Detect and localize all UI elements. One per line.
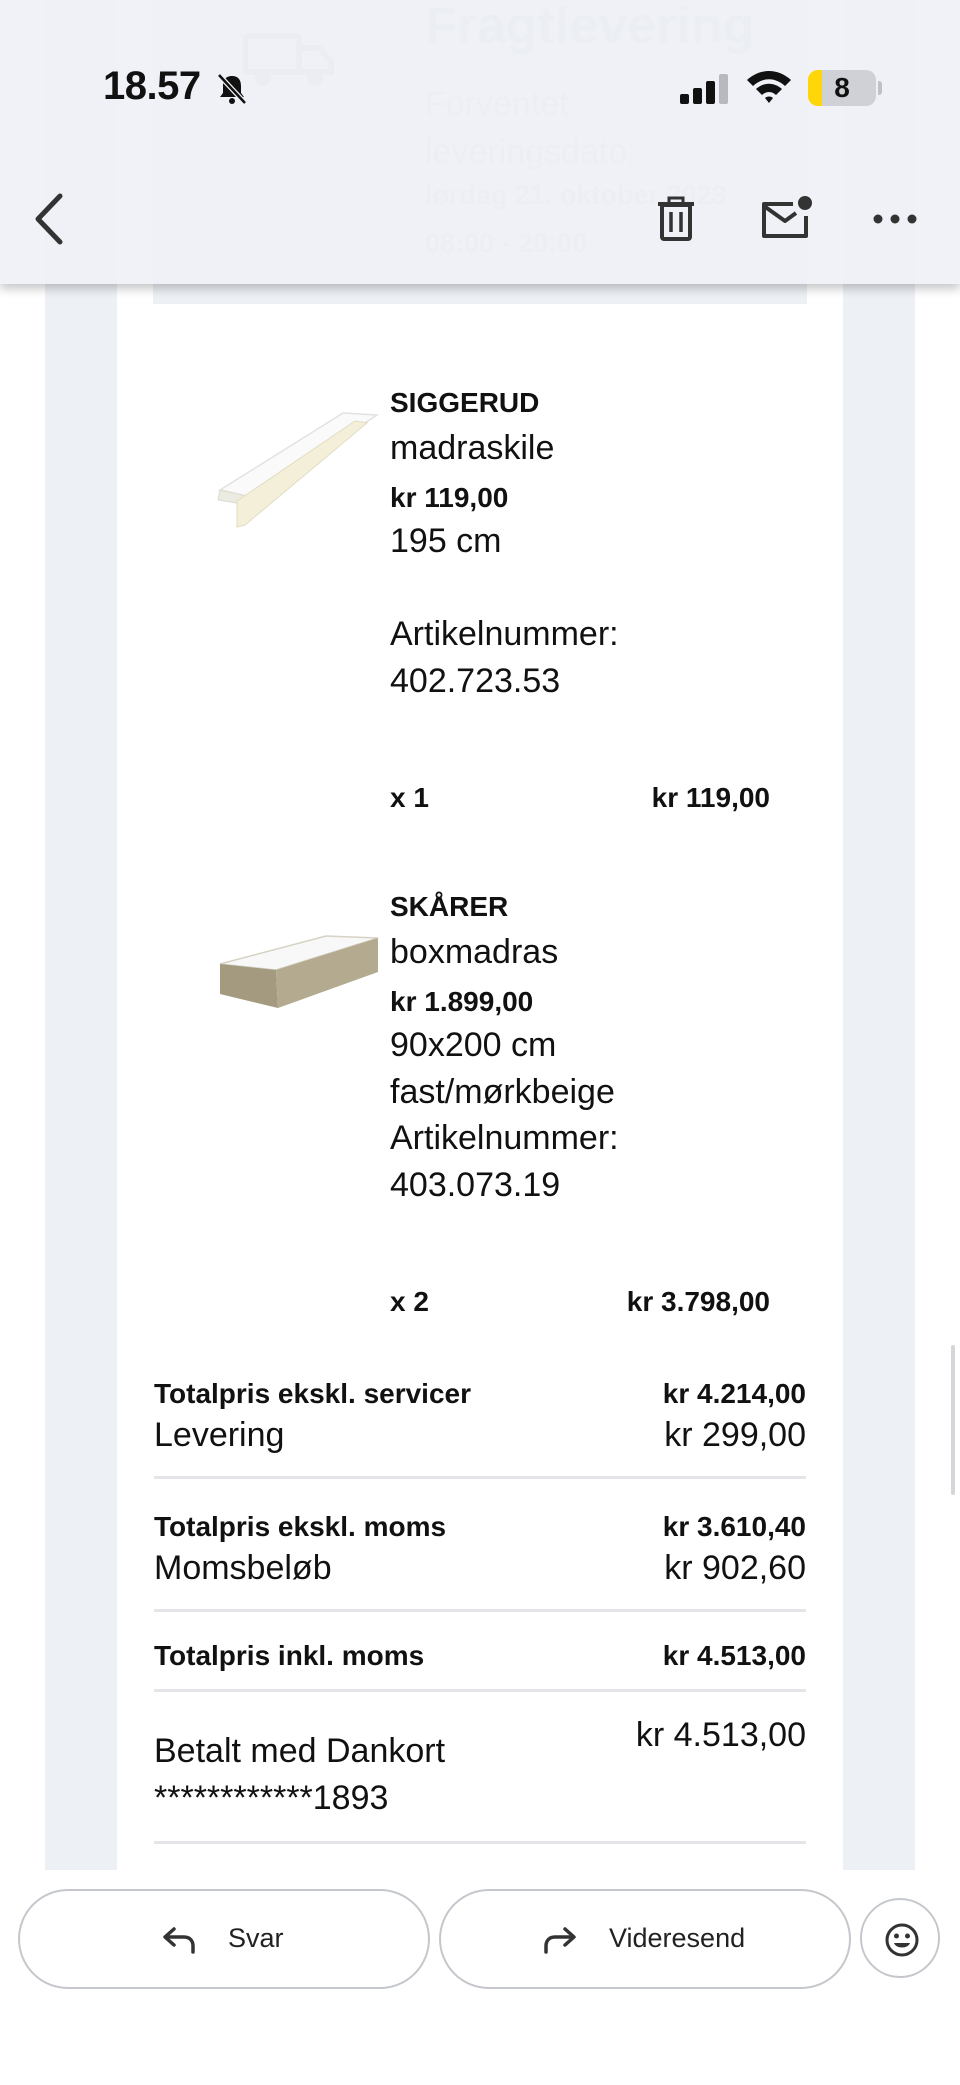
- chevron-left-icon[interactable]: [30, 190, 70, 248]
- reply-label: Svar: [228, 1923, 284, 1953]
- subtotal-label: Totalpris ekskl. servicer: [154, 1378, 471, 1409]
- vat-label: Momsbeløb: [154, 1549, 332, 1587]
- bell-off-icon: [215, 72, 249, 106]
- subtotal-value: kr 4.214,00: [662, 1378, 806, 1409]
- header-bar: [0, 0, 960, 284]
- summary-divider: [154, 1689, 806, 1692]
- forward-icon: [543, 1925, 577, 1955]
- product-size: 195 cm: [390, 522, 502, 560]
- excl-vat-label: Totalpris ekskl. moms: [154, 1511, 447, 1542]
- product-line-total: kr 3.798,00: [626, 1286, 770, 1317]
- product-article-number: 402.723.53: [390, 662, 561, 700]
- battery-percent: 8: [834, 72, 850, 103]
- more-horizontal-icon[interactable]: [872, 210, 918, 228]
- product-article-label: Artikelnummer:: [390, 615, 619, 653]
- payment-method-label: Betalt med Dankort: [154, 1732, 446, 1770]
- product-variant: fast/mørkbeige: [390, 1073, 615, 1111]
- product-name: SKÅRER: [390, 891, 509, 922]
- summary-divider: [154, 1841, 806, 1844]
- cellular-signal-icon: [680, 74, 732, 104]
- product-unit-price: kr 1.899,00: [390, 986, 534, 1017]
- product-size: 90x200 cm: [390, 1026, 557, 1064]
- product-type: boxmadras: [390, 933, 559, 971]
- product-article-label: Artikelnummer:: [390, 1119, 619, 1157]
- product-image-skarer: [218, 930, 380, 1014]
- summary-divider: [154, 1476, 806, 1479]
- paid-amount: kr 4.513,00: [635, 1716, 806, 1754]
- excl-vat-value: kr 3.610,40: [662, 1511, 806, 1542]
- battery-indicator: [808, 70, 880, 106]
- card-number: ************1893: [154, 1779, 389, 1817]
- trash-icon[interactable]: [655, 196, 697, 242]
- product-line-total: kr 119,00: [651, 782, 770, 813]
- delivery-fee-label: Levering: [154, 1416, 285, 1454]
- scrollbar[interactable]: [951, 1345, 955, 1495]
- product-type: madraskile: [390, 429, 555, 467]
- product-name: SIGGERUD: [390, 387, 540, 418]
- emoji-reaction-button[interactable]: [860, 1898, 940, 1978]
- status-time: 18.57: [103, 64, 201, 108]
- product-article-number: 403.073.19: [390, 1166, 561, 1204]
- mail-unread-icon[interactable]: [760, 194, 814, 240]
- reply-button[interactable]: [18, 1889, 430, 1989]
- wifi-icon: [745, 68, 793, 104]
- incl-vat-label: Totalpris inkl. moms: [154, 1640, 425, 1671]
- forward-button[interactable]: [439, 1889, 851, 1989]
- reply-icon: [162, 1925, 196, 1955]
- summary-divider: [154, 1609, 806, 1612]
- forward-label: Videresend: [609, 1923, 746, 1953]
- product-quantity: x 1: [390, 782, 429, 813]
- product-image-siggerud: [215, 405, 380, 530]
- incl-vat-value: kr 4.513,00: [662, 1640, 806, 1671]
- emoji-icon: [884, 1922, 920, 1958]
- delivery-fee-value: kr 299,00: [664, 1416, 806, 1454]
- vat-value: kr 902,60: [664, 1549, 806, 1587]
- product-unit-price: kr 119,00: [390, 482, 509, 513]
- product-quantity: x 2: [390, 1286, 429, 1317]
